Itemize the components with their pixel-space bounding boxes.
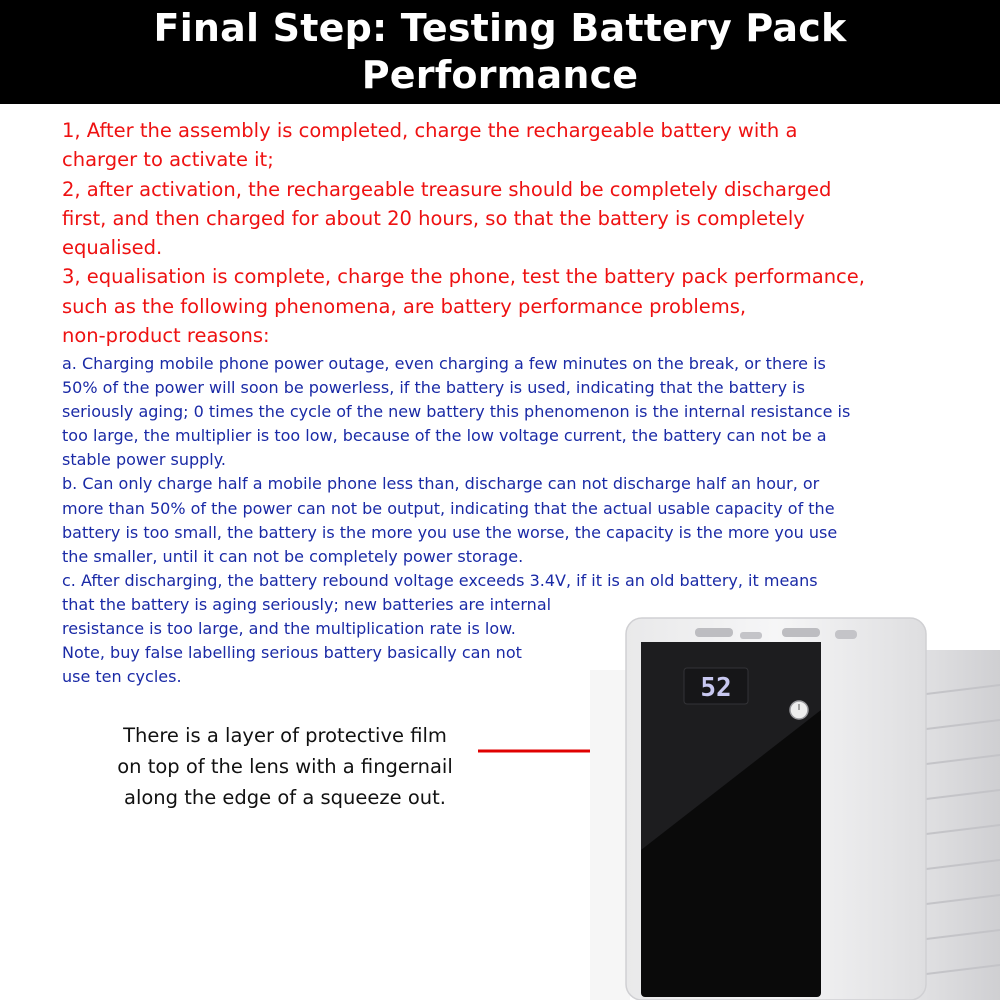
notes-line: resistance is too large, and the multiplication rate is low. — [62, 619, 516, 639]
notes-line: that the battery is aging seriously; new batteries are internal — [62, 594, 552, 614]
notes-line: b. Can only charge half a mobile phone less than, discharge can not discharge half an hour, or — [62, 474, 820, 494]
notes-line: c. After discharging, the battery rebound voltage exceeds 3.4V, if it is an old battery, it means — [62, 570, 818, 590]
caption-line: along the edge of a squeeze out. — [124, 786, 446, 809]
steps-text — [62, 116, 952, 350]
notes-line: a. Charging mobile phone power outage, even charging a few minutes on the break, or there is — [62, 354, 826, 373]
notes-line: use ten cycles. — [62, 667, 182, 687]
steps-line: charger to activate it; — [62, 148, 274, 172]
caption-line: on top of the lens with a fingernail — [117, 755, 453, 778]
steps-line: non-product reasons: — [62, 324, 270, 348]
notes-line: 50% of the power will soon be powerless, if the battery is used, indicating that the battery is — [62, 378, 805, 398]
steps-line: 1, After the assembly is completed, charge the rechargeable battery with a — [62, 119, 798, 142]
page-title-line-2: Performance — [361, 53, 639, 97]
notes-line: the smaller, until it can not be completely power storage. — [62, 546, 524, 566]
caption-line: There is a layer of protective film — [123, 724, 447, 747]
power-bank-image — [590, 600, 1000, 1000]
notes-line: seriously aging; 0 times the cycle of the new battery this phenomenon is the internal resistance is — [62, 402, 851, 422]
film-caption — [90, 720, 480, 813]
page-title-line-1: Final Step: Testing Battery Pack — [153, 6, 847, 50]
steps-line: 3, equalisation is complete, charge the phone, test the battery pack performance, — [62, 265, 865, 289]
steps-line: equalised. — [62, 236, 163, 260]
notes-line: stable power supply. — [62, 450, 226, 470]
notes-line: battery is too small, the battery is the more you use the worse, the capacity is the more you use — [62, 522, 838, 542]
steps-line: 2, after activation, the rechargeable treasure should be completely discharged — [62, 177, 832, 201]
display-digits: 52 — [700, 673, 732, 703]
notes-line: too large, the multiplier is too low, because of the low voltage current, the battery can not be a — [62, 426, 827, 446]
steps-line: such as the following phenomena, are battery performance problems, — [62, 294, 747, 318]
notes-line: more than 50% of the power can not be output, indicating that the actual usable capacity of the — [62, 498, 835, 518]
notes-line: Note, buy false labelling serious battery basically can not — [62, 643, 522, 663]
steps-line: first, and then charged for about 20 hours, so that the battery is completely — [62, 206, 805, 230]
page-header — [0, 0, 1000, 104]
